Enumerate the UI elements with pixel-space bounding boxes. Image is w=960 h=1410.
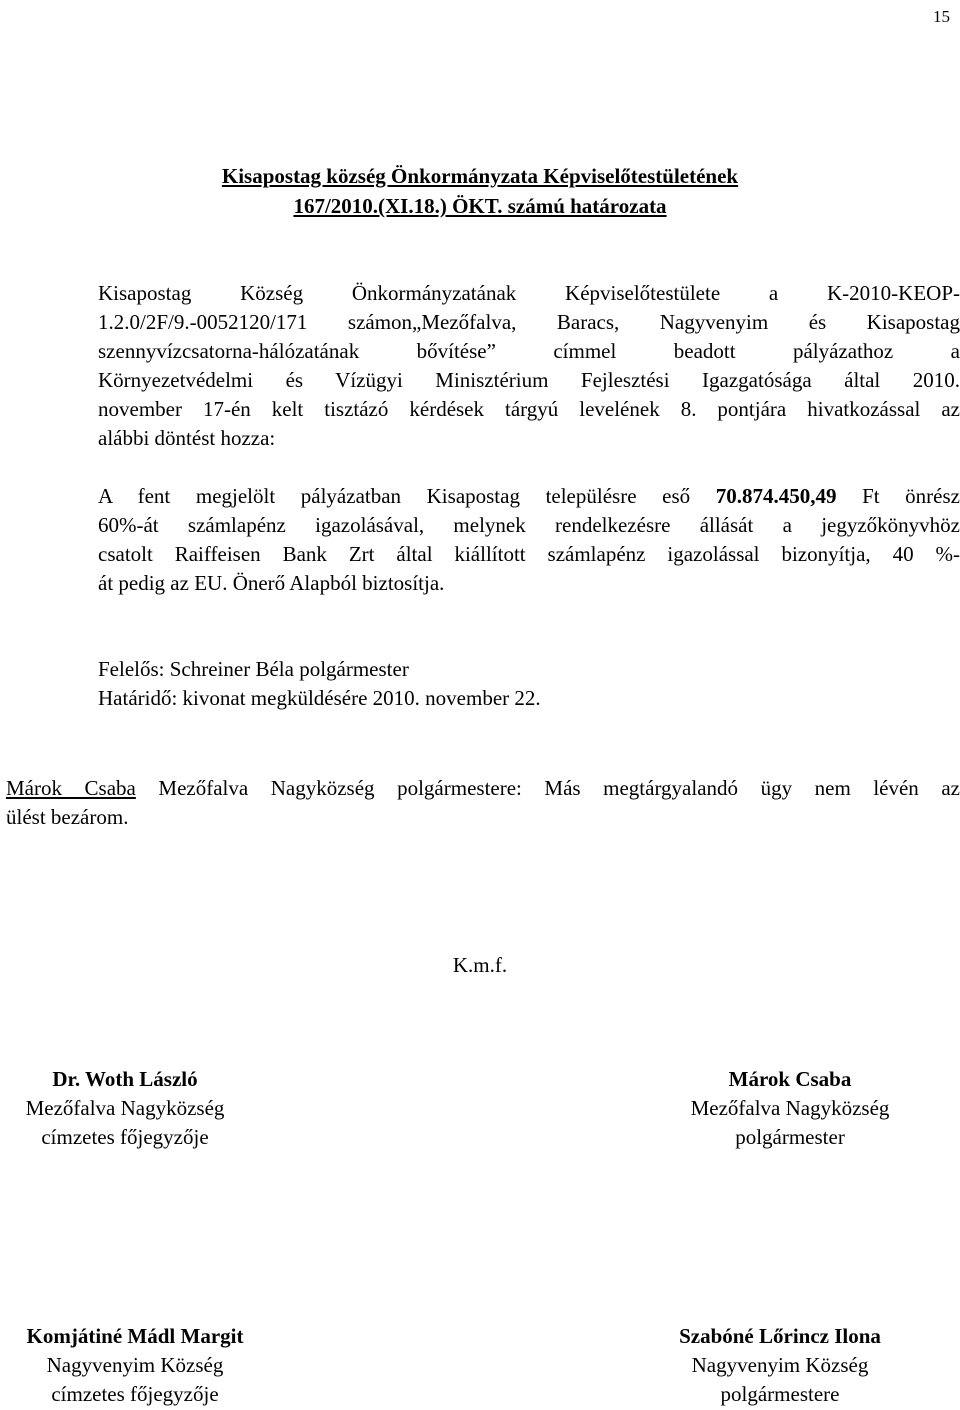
decision-line-3: csatolt Raiffeisen Bank Zrt által kiállított számlapénz igazolással bizonyítja, 40 %- (98, 542, 960, 566)
signature-role: polgármestere (720, 1382, 840, 1406)
signature-name: Komjátiné Mádl Margit (26, 1324, 244, 1348)
responsible-block (98, 655, 960, 713)
decision-line-1 (98, 482, 960, 511)
resolution-title (0, 161, 960, 221)
deadline-line: Határidő: kivonat megküldésére 2010. november 22. (98, 686, 541, 710)
signature-org: Nagyvenyim Község (46, 1353, 224, 1377)
signature-org: Nagyvenyim Község (691, 1353, 869, 1377)
signature-org: Mezőfalva Nagyközség (25, 1096, 225, 1120)
intro-line-5: november 17-én kelt tisztázó kérdések tárgyú levelének 8. pontjára hivatkozással az (98, 397, 960, 421)
amount-value: 70.874.450,49 (715, 484, 837, 508)
decision-text-a: A fent megjelölt pályázatban Kisapostag településre eső (98, 484, 716, 508)
signature-name: Márok Csaba (728, 1067, 852, 1091)
closing-line-2: ülést bezárom. (6, 805, 129, 829)
decision-text-c: Ft önrész (836, 484, 960, 508)
title-line-1: Kisapostag község Önkormányzata Képviselőtestületének (221, 164, 739, 188)
closing-paragraph (6, 774, 960, 832)
responsible-line: Felelős: Schreiner Béla polgármester (98, 657, 409, 681)
signature-marok (665, 1065, 915, 1152)
intro-line-1: Kisapostag Község Önkormányzatának Képviselőtestülete a K-2010-KEOP- (98, 281, 960, 305)
kmf-label: K.m.f. (452, 953, 508, 977)
title-line-2: 167/2010.(XI.18.) ÖKT. számú határozata (293, 194, 667, 218)
signature-komjatine (0, 1322, 270, 1409)
closing-speaker: Márok Csaba (6, 776, 136, 800)
intro-paragraph (98, 279, 960, 453)
signature-name: Dr. Woth László (52, 1067, 198, 1091)
closing-text: Mezőfalva Nagyközség polgármestere: Más megtárgyalandó ügy nem lévén az (135, 776, 960, 800)
intro-line-6: alábbi döntést hozza: (98, 426, 276, 450)
decision-line-2: 60%-át számlapénz igazolásával, melynek rendelkezésre állását a jegyzőkönyvhöz (98, 513, 960, 537)
intro-line-2: 1.2.0/2F/9.-0052120/171 számon„Mezőfalva, Baracs, Nagyvenyim és Kisapostag (98, 310, 960, 334)
page-number: 15 (933, 7, 950, 26)
intro-line-3: szennyvízcsatorna-hálózatának bővítése” címmel beadott pályázathoz a (98, 339, 960, 363)
signature-role: címzetes főjegyzője (41, 1125, 209, 1149)
signature-woth (0, 1065, 250, 1152)
signature-name: Szabóné Lőrincz Ilona (679, 1324, 881, 1348)
signature-org: Mezőfalva Nagyközség (690, 1096, 890, 1120)
signature-szabone (650, 1322, 910, 1409)
closing-line-1 (6, 774, 960, 803)
decision-line-4: át pedig az EU. Önerő Alapból biztosítja. (98, 571, 445, 595)
intro-line-4: Környezetvédelmi és Vízügyi Minisztérium Fejlesztési Igazgatósága által 2010. (98, 368, 960, 392)
signature-role: címzetes főjegyzője (51, 1382, 219, 1406)
decision-paragraph (98, 482, 960, 598)
signature-role: polgármester (735, 1125, 845, 1149)
